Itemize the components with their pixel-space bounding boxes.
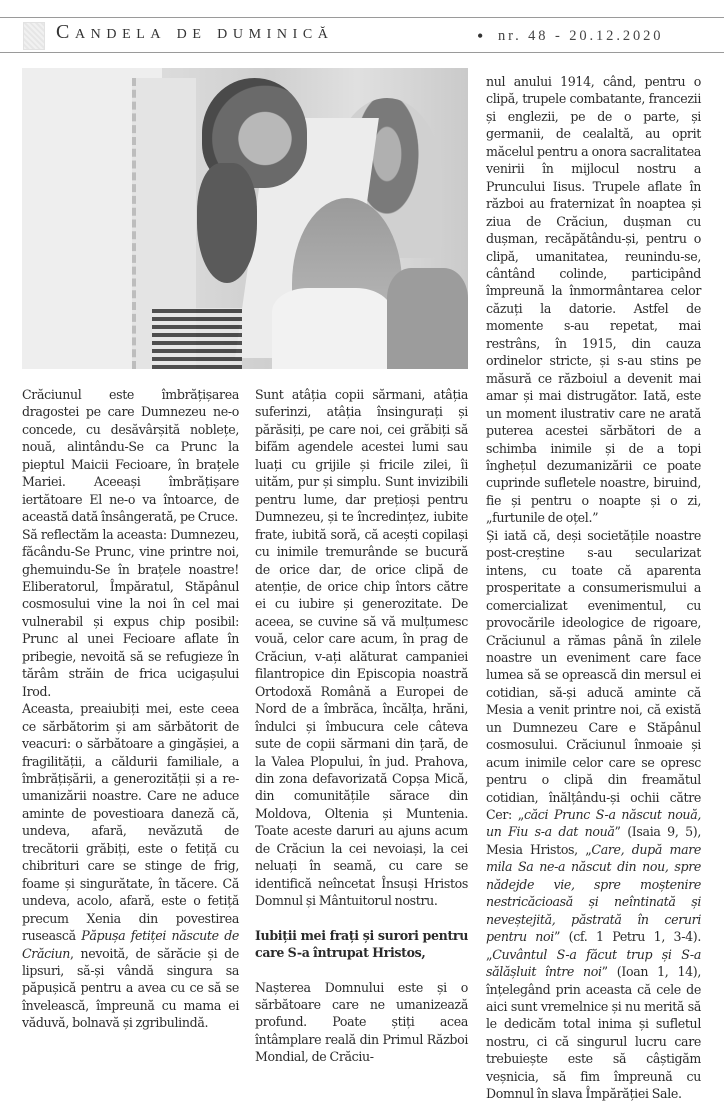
paragraph: Să reflectăm la aceasta: Dumnezeu, făcându-Se Prunc, vine printre noi, ghemuindu-Se în brațele noastre! Eliberatorul, Împăratul, Stăpânul cosmosului vine la noi în cel mai vulnerabil și expus chip posibil: Prunc al unei Fecioare aflate în pribegie, nevoită să se refugieze în tărâm străin de frica ucigașului Irod. <box>22 526 239 699</box>
scripture-quote: Cuvântul S-a făcut trup și S-a sălășluit între noi <box>486 946 701 980</box>
article-photo <box>22 68 468 369</box>
header-rule-bottom <box>0 52 724 53</box>
paragraph: Crăciunul este îmbrățișarea dragostei pe care Dumnezeu ne-o concede, cu desăvârșită noblețe, nouă, alintându-Se ca Prunc la pieptul Maicii Fecioare, în brațele Mariei. Aceeași îmbrățișare iertătoare El ne-o va întoarce, de această dată însângerată, pe Cruce. <box>22 387 239 525</box>
paragraph: Nașterea Domnului este și o sărbătoare care ne umanizează profund. Poate știți acea întâmplare reală din Primul Război Mondial, de Crăciu- <box>255 979 468 1065</box>
title-separator: • <box>477 26 484 46</box>
book-title: Păpușa fetiței născute de Crăciun <box>22 928 240 961</box>
scripture-quote: Care, după mare mila Sa ne-a născut din nou, spre nădejde vie, spre moștenire nestricăcioasă și neîntinată și neveștejită, păstrată în ceruri pentru noi <box>486 841 701 945</box>
publication-title: Candela de duminică <box>56 21 334 43</box>
article-column-2 <box>255 386 468 1066</box>
article-column-1 <box>22 386 239 1032</box>
header-rule-top <box>0 17 724 18</box>
emblem-icon <box>23 22 45 50</box>
paragraph: nul anului 1914, când, pentru o clipă, trupele combatante, francezii și englezii, pe de o parte, și germanii, de cealaltă, au oprit măcelul pentru a onora sacralitatea venirii în mijlocul nostru a Pruncului Iisus. Trupele aflate în război au fraternizat în noaptea și ziua de Crăciun, dușman cu dușman, recăpătându-și, pentru o clipă, umanitatea, reunindu-se, cântând colinde, participând împreună la înmormântarea celor căzuți la datorie. Astfel de momente s-au repetat, mai restrâns, în 1915, din cauza ordinelor stricte, și s-au stins pe măsură ce războiul a devenit mai amar și mai distrugător. Iată, este un moment ilustrativ care ne arată puterea acestei sărbători de a schimba inimile și de a topi înghețul dezumanizării ce poate cuprinde sufletele noastre, biruind, fie și pentru o noapte și o zi, „furtunile de oțel.” <box>486 74 701 526</box>
paragraph: Și iată că, deși societățile noastre post-creștine s-au secularizat intens, cu toate că aparenta prosperitate a consumerismului a comercializat evenimentul, cu provocările ideologice de rigoare, Crăciunul a rămas până în zilele noastre un eveniment care face lumea să se oprească din mersul ei cotidian, să-și aducă aminte că Mesia a venit printre noi, că există un Dumnezeu Care e Stăpânul cosmosului. Crăciunul înmoaie și acum inimile celor care se opresc pentru o clipă din freamătul cotidian, înălțându-și ochii către Cer: „căci Prunc S-a născut nouă, un Fiu s-a dat nouă” (Isaia 9, 5), Mesia Hristos, „Care, după mare mila Sa ne-a născut din nou, spre nădejde vie, spre moștenire nestricăcioasă și neîntinată și neveștejită, păstrată în ceruri pentru noi” (cf. 1 Petru 1, 3-4). „Cuvântul S-a făcut trup și S-a sălășluit între noi” (Ioan 1, 14), înțelegând prin aceasta că cele de aici sunt vremelnice și nu merită să le dedicăm total inima și sufletul nostru, ci că singurul lucru care trebuiește este să câștigăm veșnicia, să fim împreună cu Domnul în slava Împărăției Sale. <box>486 527 701 1102</box>
section-heading: Iubiții mei frați și surori pentru care S-a întrupat Hristos, <box>255 927 468 961</box>
paragraph: Sunt atâția copii sărmani, atâția suferinzi, atâția însingurați și părăsiți, pe care noi, cei grăbiți să bifăm agendele acestei lumi sau luați cu grijile și fricile zilei, îi uităm, pur și simplu. Sunt invizibili pentru lume, dar prețioși pentru Dumnezeu, și te încredințez, iubite frate, iubită soră, că acești copilași cu inimile tremurânde se bucură de orice dar, de orice clipă de atenție, de orice chip întors către ei cu iubire și generozitate. De aceea, se cuvine să vă mulțumesc vouă, celor care acum, în prag de Crăciun, v-ați alăturat campaniei filantropice din Episcopia noastră Ortodoxă Română a Europei de Nord de a îmbrăca, încălța, hrăni, îndulci și îmbucura cele câteva sute de copii sărmani din țară, de la Valea Plopului, în jud. Prahova, din zona defavorizată Copșa Mică, din comunitățile sărace din Moldova, Oltenia și Muntenia. Toate aceste daruri au ajuns acum de Crăciun la cei nevoiași, la cei neluați în seamă, cu care se identifică neîncetat Însuși Hristos Domnul și Mântuitorul nostru. <box>255 387 468 909</box>
issue-number-date: nr. 48 - 20.12.2020 <box>498 28 664 44</box>
scripture-quote: căci Prunc S-a născut nouă, un Fiu s-a dat nouă <box>486 807 701 840</box>
paragraph: Aceasta, preaiubiți mei, este ceea ce sărbătorim și am sărbătorit de veacuri: o sărbătoare a gingășiei, a fragilității, a căldurii familiale, a îmbrățișării, a generozității și a re-umanizării noastre. Care ne aduce aminte de povestioara daneză că, undeva, afară, nevăzută de trecătorii grăbiți, este o fetiță cu chibrituri care se stinge de frig, foame și singurătate, în tăcere. Că undeva, acolo, afară, este o fetiță precum Xenia din povestirea rusească Păpușa fetiței născute de Crăciun, nevoită, de sărăcie și de lipsuri, să-și vândă singura sa păpușică pentru a avea cu ce să se învelească, împreună cu mama ei văduvă, bolnavă și zgribulindă. <box>22 701 240 1031</box>
article-column-3 <box>486 73 701 1103</box>
